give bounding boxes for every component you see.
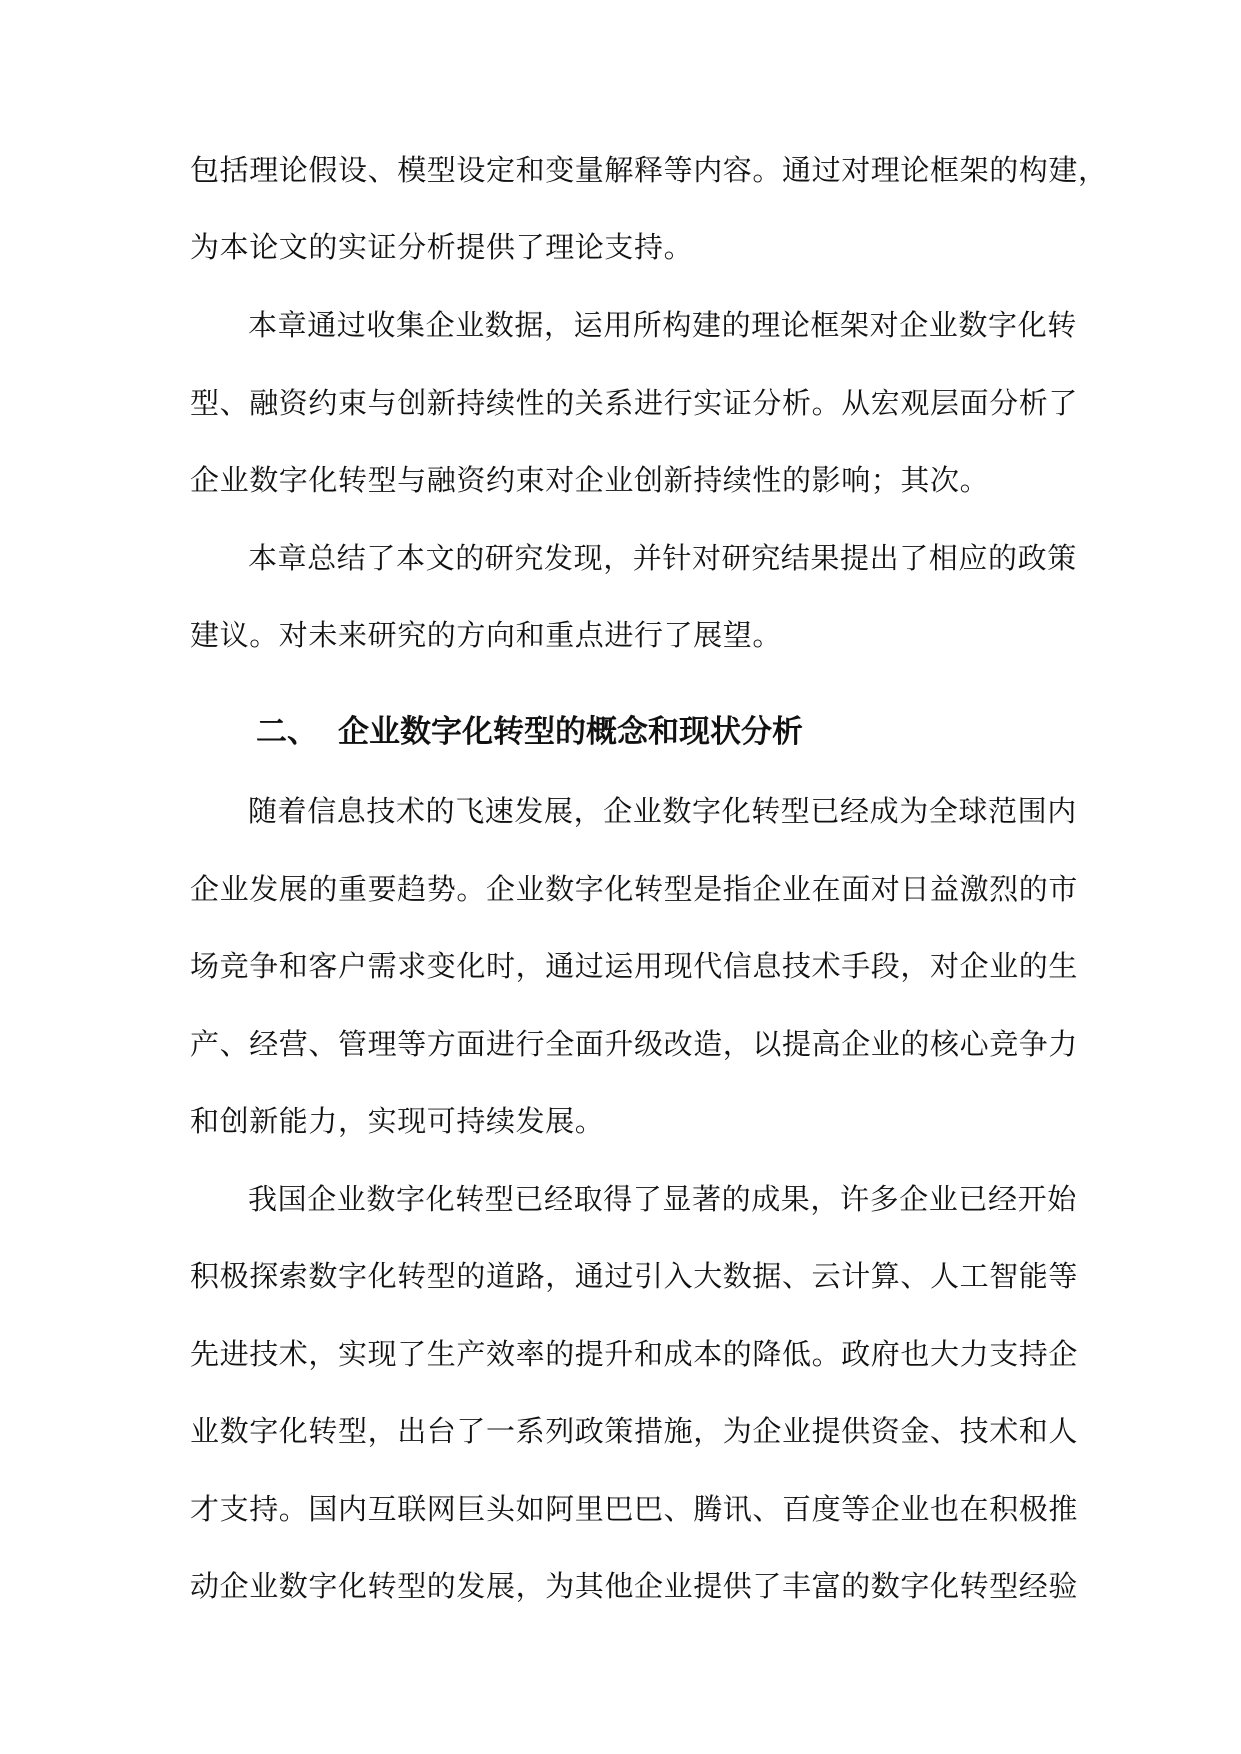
paragraph-line: 本章通过收集企业数据，运用所构建的理论框架对企业数字化转 [248,308,1077,342]
paragraph-line: 和创新能力，实现可持续发展。 [190,1104,605,1138]
paragraph-line: 随着信息技术的飞速发展，企业数字化转型已经成为全球范围内 [248,794,1077,828]
paragraph-line: 企业数字化转型与融资约束对企业创新持续性的影响；其次。 [190,463,990,497]
paragraph-line: 业数字化转型，出台了一系列政策措施，为企业提供资金、技术和人 [190,1414,1079,1448]
paragraph-line: 积极探索数字化转型的道路，通过引入大数据、云计算、人工智能等 [190,1259,1079,1293]
paragraph-line: 动企业数字化转型的发展，为其他企业提供了丰富的数字化转型经验 [190,1569,1079,1603]
paragraph-line: 建议。对未来研究的方向和重点进行了展望。 [190,618,783,652]
section-number: 二、 [256,714,318,750]
paragraph-line: 企业发展的重要趋势。企业数字化转型是指企业在面对日益激烈的市 [190,872,1079,906]
paragraph-line: 先进技术，实现了生产效率的提升和成本的降低。政府也大力支持企 [190,1337,1079,1371]
paragraph-line: 我国企业数字化转型已经取得了显著的成果，许多企业已经开始 [248,1182,1077,1216]
paragraph-line: 场竞争和客户需求变化时，通过运用现代信息技术手段，对企业的生 [190,949,1079,983]
paragraph-line: 为本论文的实证分析提供了理论支持。 [190,230,694,264]
section-title: 企业数字化转型的概念和现状分析 [338,714,803,750]
paragraph-line: 型、融资约束与创新持续性的关系进行实证分析。从宏观层面分析了 [190,386,1079,420]
paragraph-line: 包括理论假设、模型设定和变量解释等内容。通过对理论框架的构建， [190,153,1108,187]
paragraph-line: 才支持。国内互联网巨头如阿里巴巴、腾讯、百度等企业也在积极推 [190,1492,1079,1526]
paragraph-line: 产、经营、管理等方面进行全面升级改造，以提高企业的核心竞争力 [190,1027,1079,1061]
section-heading [256,710,803,754]
paragraph-line: 本章总结了本文的研究发现，并针对研究结果提出了相应的政策 [248,541,1077,575]
